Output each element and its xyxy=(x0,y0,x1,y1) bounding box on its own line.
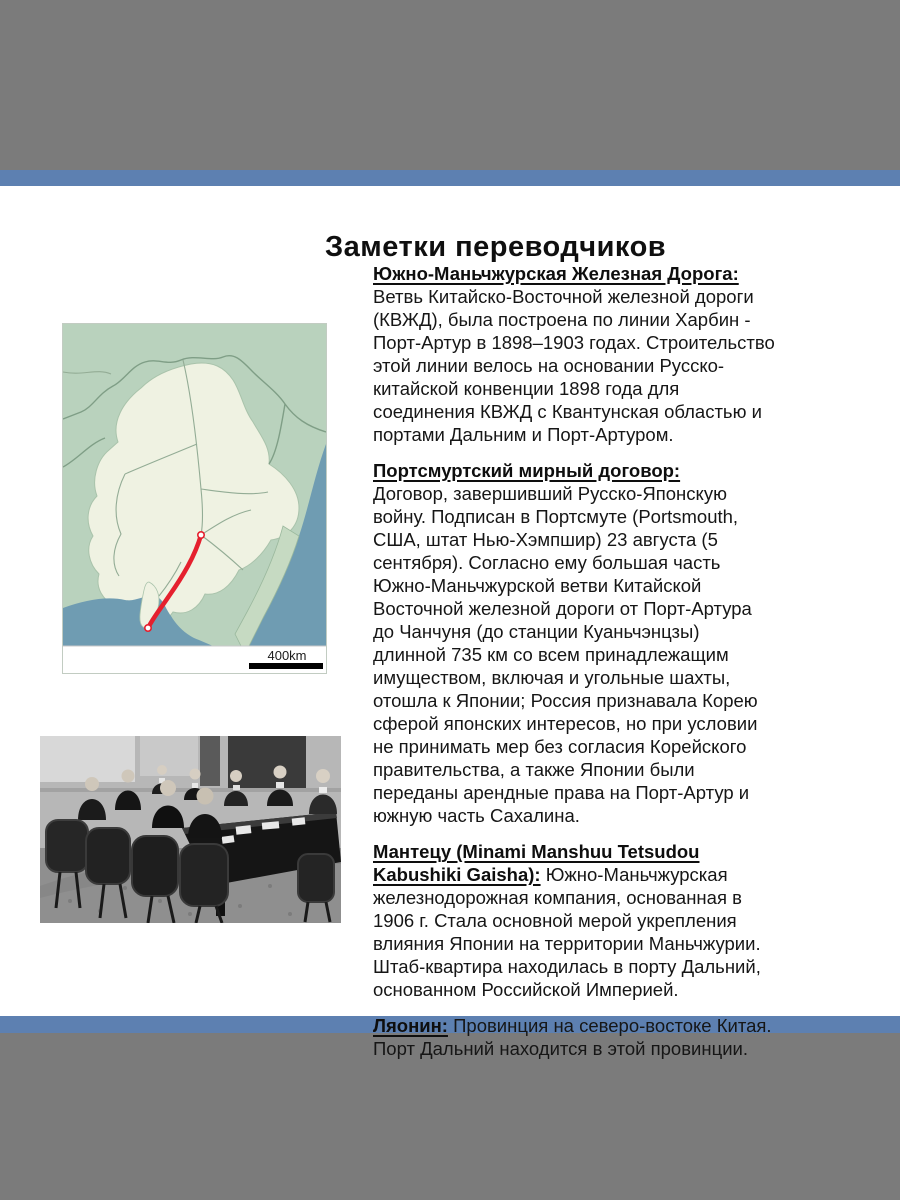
note-term: Портсмуртский мирный договор: xyxy=(373,460,681,481)
note-item xyxy=(373,459,775,827)
note-body: Провинция на северо-востоке Китая. Порт Дальний находится в этой провинции. xyxy=(373,1015,772,1059)
photo-dark-panel xyxy=(228,736,306,790)
map-scale-label: 400km xyxy=(267,648,307,663)
note-term: Ляонин: xyxy=(373,1015,448,1036)
top-blue-stripe xyxy=(0,170,900,186)
translator-notes xyxy=(373,262,775,1073)
note-body: Южно-Маньчжурская железнодорожная компания, основанная в 1906 г. Стала основной мерой укрепления влияния Японии на территории Маньчжурии. Штаб-квартира находилась в порту Дальний, основанном Российской Империей. xyxy=(373,864,761,1000)
manchuria-railway-map xyxy=(62,323,327,674)
note-term: Мантецу (Minami Manshuu Tetsudou Kabushiki Gaisha): xyxy=(373,841,700,885)
page-title: Заметки переводчиков xyxy=(325,231,667,264)
note-body: Договор, завершивший Русско-Японскую войну. Подписан в Портсмуте (Portsmouth, США, штат Нью-Хэмпшир) 23 августа (5 сентября). Согласно ему большая часть Южно-Маньчжурской ветви Китайской Восточной железной дороги от Порт-Артура до Чанчуня (до станции Куаньчэнцзы) длинной 735 км со всем принадлежащим имуществом, включая и угольные шахты, отошла к Японии; Россия признавала Корею сферой японских интересов, но при условии не принимать мер без согласия Корейского правительства, а также Японии были переданы арендные права на Порт-Артур и южную часть Сахалина. xyxy=(373,483,758,826)
note-item xyxy=(373,840,775,1001)
map-image xyxy=(63,324,326,673)
photo-window xyxy=(40,736,135,782)
photo-image xyxy=(40,736,341,923)
map-red-line-endpoint-north xyxy=(198,532,204,538)
note-item xyxy=(373,1014,775,1060)
map-red-line-endpoint-south xyxy=(145,625,151,631)
note-term: Южно-Маньчжурская Железная Дорога: xyxy=(373,263,739,284)
top-gray-border xyxy=(0,0,900,170)
map-scale-bar xyxy=(249,663,323,669)
note-body: Ветвь Китайско-Восточной железной дороги (КВЖД), была построена по линии Харбин - Порт-Артур в 1898–1903 годах. Строительство этой линии велось на основании Русско-китайской конвенции 1898 года для соединения КВЖД с Квантунская областью и портами Дальним и Порт-Артуром. xyxy=(373,286,775,445)
portsmouth-conference-photo xyxy=(40,736,341,923)
note-item xyxy=(373,262,775,446)
